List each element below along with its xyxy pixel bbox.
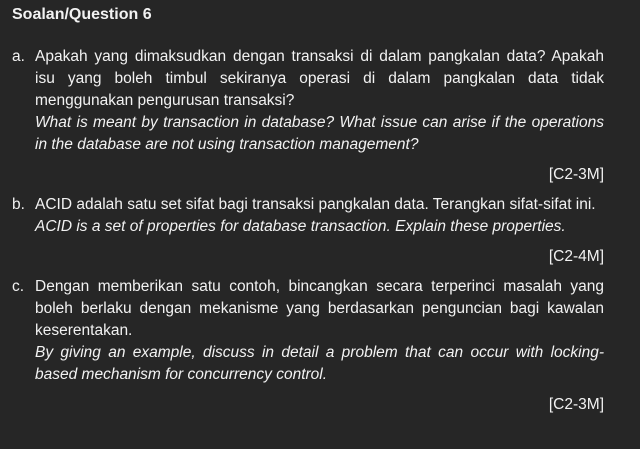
question-letter: c. xyxy=(12,278,25,295)
question-text-malay: Apakah yang dimaksudkan dengan transaksi di dalam pangkalan data? Apakah isu yang boleh timbul sekiranya operasi di dalam pangkalan data tidak menggunakan pengurusan transaksi? xyxy=(35,48,604,109)
question-marks: [C2-4M] xyxy=(548,248,604,265)
question-text-english: What is meant by transaction in database? What issue can arise if the operations in the database are not using transaction management? xyxy=(35,114,604,153)
question-item-c xyxy=(12,276,604,416)
question-marks: [C2-3M] xyxy=(548,396,604,413)
question-letter: b. xyxy=(12,196,25,213)
question-letter: a. xyxy=(12,48,25,65)
question-text-malay: Dengan memberikan satu contoh, bincangkan secara terperinci masalah yang boleh berlaku dengan mekanisme yang berdasarkan penguncian bagi kawalan keserentakan. xyxy=(35,278,604,339)
question-title: Soalan/Question 6 xyxy=(12,6,152,23)
question-text-english: By giving an example, discuss in detail a problem that can occur with locking-based mechanism for concurrency control. xyxy=(35,344,604,383)
question-item-b xyxy=(12,194,604,268)
question-body xyxy=(35,276,604,416)
question-text-english: ACID is a set of properties for database transaction. Explain these properties. xyxy=(35,218,566,235)
question-text-malay: ACID adalah satu set sifat bagi transaksi pangkalan data. Terangkan sifat-sifat ini. xyxy=(35,196,596,213)
question-body xyxy=(35,194,604,268)
question-marks: [C2-3M] xyxy=(548,166,604,183)
question-body xyxy=(35,46,604,186)
question-item-a xyxy=(12,46,604,186)
